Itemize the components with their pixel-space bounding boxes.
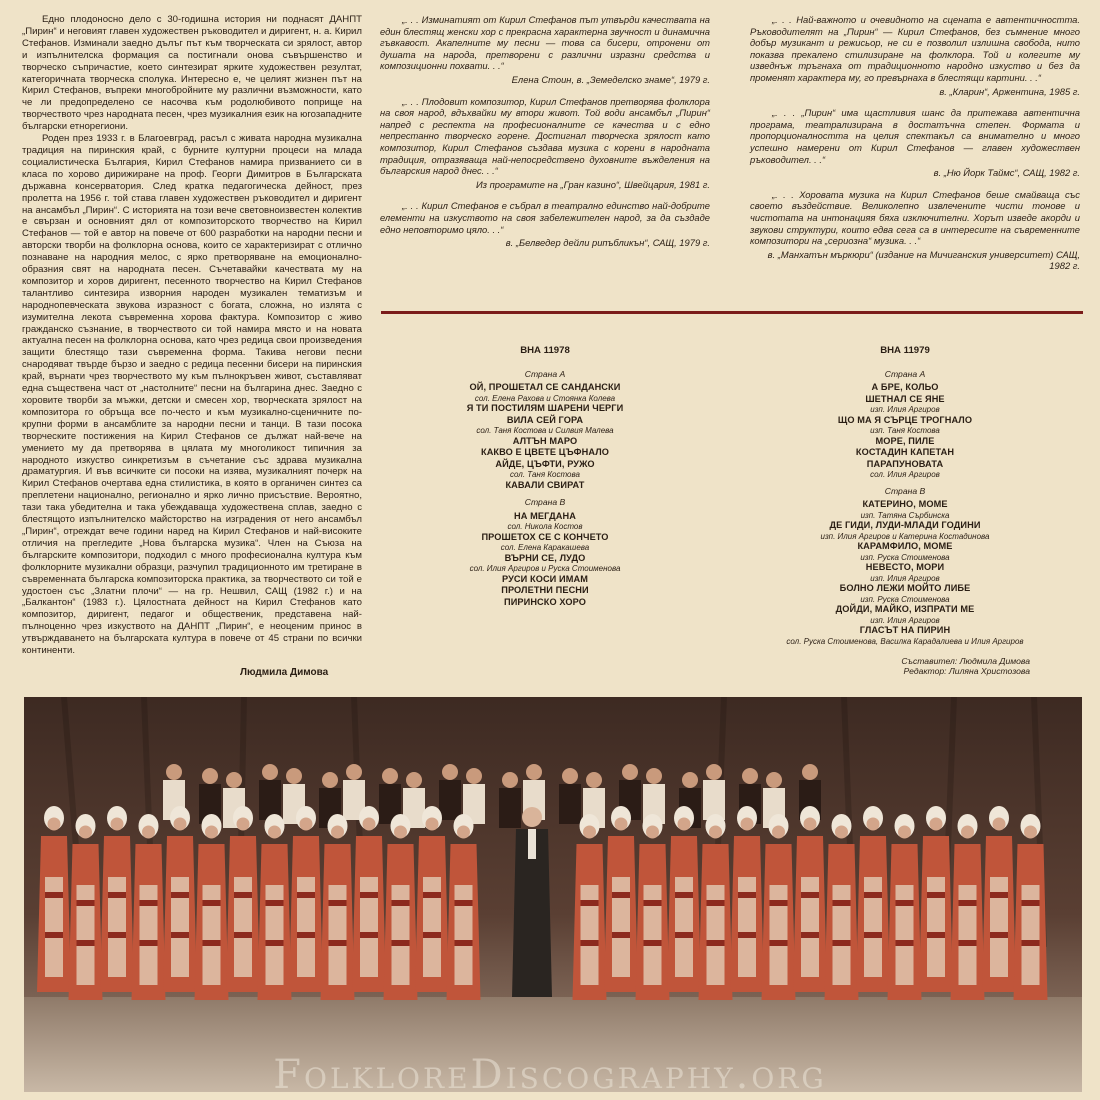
track-title: КАТЕРИНО, МОМЕ	[862, 499, 948, 509]
apron-band	[329, 940, 347, 946]
track-credit: изп. Таня Костова	[870, 426, 940, 435]
singer-head	[286, 768, 302, 784]
apron-band	[140, 900, 158, 906]
track-title: КАВАЛИ СВИРАТ	[505, 479, 585, 490]
quote-text: „. . . Кирил Стефанов е събрал в театрално единство най-добрите елементи на изкуството на своя забележителен народ, за да създаде едно неповторимо цяло. . .“	[380, 200, 710, 235]
side-label: Страна В	[884, 485, 926, 496]
track-item	[395, 403, 695, 415]
apron-band	[77, 940, 95, 946]
singer-head	[526, 764, 542, 780]
ensemble-photo-illustration	[24, 697, 1082, 1092]
singer-head	[772, 826, 785, 839]
quote-text: „. . . Плодовит композитор, Кирил Стефанов претворява фолклора на своя народ, вдъхвайки му втори живот. Той води ансамбъл „Пирин“ напред с респекта на професионалните се качества и с едно непрестанно творческо горене. Достигнал творческа зрялост като композитор, Кирил Стефанов създава музика с корени в народната традиция, отразяваща най-непосредствено духовните въжделения на българския народ днес. . .“	[380, 95, 710, 177]
singer-head	[646, 768, 662, 784]
track-credit: сол. Никола Костов	[507, 522, 583, 531]
singer-head	[48, 818, 61, 831]
essay-signature: Людмила Димова	[240, 667, 329, 678]
catalog-number: ВНА 11979	[880, 345, 930, 356]
apron-band	[612, 932, 630, 938]
apron-band	[297, 892, 315, 898]
track-item	[755, 604, 1055, 625]
track-item	[755, 447, 1055, 459]
quote-text: „. . . Изминатият от Кирил Стефанов път утвърди качествата на един блестящ женски хор с прекрасна характерна звучност и динамична гъвкавост. Акапелните му песни — това са бисери, отронени от душата на народа, претворени с различни изразни средства и композиционни похвати. . .“	[380, 14, 710, 72]
press-quote	[380, 200, 710, 248]
apron-band	[990, 892, 1008, 898]
quote-text: „. . . Хоровата музика на Кирил Стефанов беше смайваща със своето въздействие. Великолепно извлечените чисти тонове и чистотата на интонацияя бяха изключителни. Хорът изведе акорди и звукови структури, които едва сега са в интересите на съвременните композитори на „сериозна“ музика. . .“	[750, 188, 1080, 247]
apron-band	[45, 932, 63, 938]
singer-head	[804, 818, 817, 831]
press-quote	[380, 96, 710, 191]
track-item	[755, 625, 1055, 646]
singer-head	[268, 826, 281, 839]
press-quotes-right	[750, 14, 1080, 282]
singer-head	[382, 768, 398, 784]
apron-band	[423, 892, 441, 898]
singer-head	[802, 764, 818, 780]
apron-band	[455, 940, 473, 946]
apron-band	[392, 900, 410, 906]
side-b-tracks	[755, 499, 1055, 646]
track-title: ДЕ ГИДИ, ЛУДИ-МЛАДИ ГОДИНИ	[829, 520, 981, 530]
apron-band	[140, 940, 158, 946]
singer-head	[993, 818, 1006, 831]
track-item	[755, 382, 1055, 394]
track-credit: сол. Илия Аргиров	[870, 470, 940, 479]
divider-rule	[381, 311, 1083, 314]
apron-band	[203, 900, 221, 906]
track-title: НЕВЕСТО, МОРИ	[865, 562, 945, 572]
apron-band	[77, 900, 95, 906]
apron-band	[266, 900, 284, 906]
track-item	[395, 532, 695, 553]
track-title: ПРОЛЕТНИ ПЕСНИ	[501, 585, 589, 595]
singer-head	[205, 826, 218, 839]
singer-head	[466, 768, 482, 784]
singer-head	[898, 826, 911, 839]
singer-head	[709, 826, 722, 839]
track-item	[395, 574, 695, 586]
singer-head	[766, 772, 782, 788]
track-item	[755, 459, 1055, 480]
singer-head	[615, 818, 628, 831]
apron-band	[108, 932, 126, 938]
singer-body	[499, 788, 521, 828]
singer-head	[142, 826, 155, 839]
track-item	[395, 585, 695, 597]
apron-band	[896, 900, 914, 906]
singer-body	[559, 784, 581, 824]
track-item	[755, 436, 1055, 448]
singer-head	[706, 764, 722, 780]
track-title: АЙДЕ, ЦЪФТИ, РУЖО	[495, 458, 595, 469]
apron-band	[990, 932, 1008, 938]
side-a-tracks	[755, 382, 1055, 480]
track-title: ДОЙДИ, МАЙКО, ИЗПРАТИ МЕ	[835, 604, 975, 614]
track-title: ПИРИНСКО ХОРО	[503, 596, 586, 607]
track-title: ВИЛА СЕЙ ГОРА	[506, 414, 584, 425]
press-quote	[750, 107, 1080, 179]
track-credit: сол. Таня Костова	[510, 470, 580, 479]
singer-head	[741, 818, 754, 831]
apron-band	[959, 900, 977, 906]
singer-head	[202, 768, 218, 784]
apron-band	[266, 940, 284, 946]
track-title: А БРЕ, КОЛЬО	[871, 382, 939, 392]
apron-band	[864, 932, 882, 938]
apron-band	[927, 892, 945, 898]
quote-source: в. „Белведер дейли рипъбликън“, САЩ, 1979 г.	[505, 237, 710, 249]
singer-head	[678, 818, 691, 831]
track-credit: сол. Руска Стоименова, Василка Карадалиева и Илия Аргиров	[786, 636, 1024, 646]
quote-source: в. „Ню Йорк Таймс“, САЩ, 1982 г.	[933, 167, 1080, 179]
track-title: ЩО МА Я СЪРЦЕ ТРОГНАЛО	[837, 414, 973, 425]
apron-band	[108, 892, 126, 898]
track-item	[395, 459, 695, 480]
apron-band	[833, 940, 851, 946]
press-quotes-middle	[380, 14, 710, 259]
singer-head	[79, 826, 92, 839]
singer-head	[331, 826, 344, 839]
apron-band	[423, 932, 441, 938]
track-title: КАРАМФИЛО, МОМЕ	[857, 541, 953, 551]
singer-head	[300, 818, 313, 831]
singer-head	[394, 826, 407, 839]
singer-head	[426, 818, 439, 831]
apron-band	[959, 940, 977, 946]
singer-head	[322, 772, 338, 788]
track-credit: изп. Илия Аргиров	[870, 573, 940, 583]
apron-band	[234, 932, 252, 938]
singer-head	[835, 826, 848, 839]
apron-band	[203, 940, 221, 946]
apron-band	[927, 932, 945, 938]
essay-paragraph-1: Едно плодоносно дело с 30-годишна история ни поднасят ДАНПТ „Пирин“ и неговият главен художествен ръководител и диригент, н. а. Кирил Стефанов. Изминали заедно дълъг път към творческата си зрялост, автор и изпълнителска формация са постигнали онова съвършенство и творческо съпричастие, което синтезират ярките художествен резултат, категоричната творческа сполука. Интересно е, че целият жизнен път на Кирил Стефанов, въпреки многобройните му различни възможности, като че ли предопределено се насочва към родолюбивото поприще на творчеството чрез народната песен, чрез музикалния език на югозападните български етнорегиони.	[22, 14, 362, 133]
track-item	[395, 447, 695, 459]
apron-band	[644, 900, 662, 906]
apron-band	[297, 932, 315, 938]
track-credit: изп. Илия Аргиров	[870, 405, 940, 414]
track-item	[755, 394, 1055, 415]
apron-band	[864, 892, 882, 898]
singer-head	[166, 764, 182, 780]
apron-band	[171, 892, 189, 898]
singer-head	[930, 818, 943, 831]
ensemble-photo	[24, 697, 1082, 1092]
track-item	[395, 597, 695, 609]
singer-body	[439, 780, 461, 820]
track-credit: изп. Илия Аргиров	[870, 615, 940, 625]
essay-paragraph-2: Роден през 1933 г. в Благоевград, расъл с живата народна музикална традиция на пиринския край, с бурните културни процеси на млада социалистическа България, Кирил Стефанов намира призванието си в класа по хорово дирижиране на проф. Георги Димитров в Българската държавна консерватория. След кратка педагогическа дейност, през пролетта на 1956 г. той става главен художествен ръководител и диригент на ансамбъл „Пирин“. С историята на този вече световноизвестен колектив е свързан и основният дял от композиторското творчество на Кирил Стефанов — той е автор на повече от 600 разработки на народни песни и авторски творби на фолклорна основа, които се характеризират с отлично познаване на народния мелос, с ярко претворяване на емоционално-образния свят на народната песен. Съчетавайки качествата му на композитор и хоров диригент, песенното творчество на Кирил Стефанов талантливо синтезира изворния народен музикален тематизъм и народнопевческата звукова изразност с богата, сложна, но излята с изумителна лекота съвременна хорова фактура. Композитор с живо гражданско съзнание, в творчеството си той намира място и на новата актуална песен на фолклорна основа, като чрез редица свои произведения защити блестящо тази съвременна форма. Такива негови песни снародяват твърде бързо и заедно с редица песенни бисери на пиринския край, върнати чрез творчеството му към пълнокръвен живот, съставляват една съществена част от „настолните“ песни на българина днес. Заедно с хоровите творби за мъжки, детски и смесен хор, творческата зрялост на композитора го обръща все по-често и към музикално-сценичните по-крупни форми в ансамблите за народни песни и танци. В тази посока творческите постижения на Кирил Стефанов се дължат най-вече на умението му да претворява в цялата му многоликост типичния за народното изкуство синкретизъм в съчетание със здрава музикална драматургия. И във всичките си посоки на изява, музикалният почерк на Кирил Стефанов очертава една стилистика, в която в органичен синтез са преплетени национално, регионално и ярко лично присъствие. Вероятно, тази така убедителна и така убеждаваща художествена сплав, заедно с блестящото изпълнителско майсторство на изградения от него ансамбъл „Пирин“, отреждат вече години наред на Кирил Стефанов и най-високите отличия на прегледите „Нова българска музика“. Член на Съюза на българските композитори, подходил с много професионална култура към фолклорните музикални образци, разчупил традиционното им третиране в съвременната българска композиторска практика, за творчеството си той е удостоен със „Златни плочи“ — на гр. Нешвил, САЩ (1982 г.) и на „Балкантон“ (1983 г.). Цялостната дейност на Кирил Стефанов като композитор, диригент, педагог и общественик, представена най-пълноценно чрез изкуството на ДАНПТ „Пирин“, е неоценим принос в утвърждаването на българската култура в повече от 45 страни по всички континенти.	[22, 133, 362, 657]
singer-head	[237, 818, 250, 831]
album-credits	[755, 656, 1055, 676]
quote-source: Елена Стоин, в. „Земеделско знаме“, 1979 г.	[511, 73, 710, 85]
side-label: Страна А	[884, 368, 926, 379]
track-title: КАКВО Е ЦВЕТЕ ЦЪФНАЛО	[480, 447, 610, 457]
singer-head	[562, 768, 578, 784]
track-title: Я ТИ ПОСТИЛЯМ ШАРЕНИ ЧЕРГИ	[466, 403, 624, 413]
singer-head	[457, 826, 470, 839]
singer-head	[682, 772, 698, 788]
apron-band	[675, 932, 693, 938]
singer-head	[442, 764, 458, 780]
singer-head	[622, 764, 638, 780]
apron-band	[707, 940, 725, 946]
track-title: НА МЕГДАНА	[513, 510, 577, 521]
apron-band	[581, 940, 599, 946]
apron-band	[770, 940, 788, 946]
track-credit: сол. Таня Костова и Силвия Малева	[476, 426, 614, 435]
catalog-number: ВНА 11978	[520, 345, 570, 356]
apron-band	[801, 892, 819, 898]
quote-source: Из програмите на „Гран казино“, Швейцария, 1981 г.	[475, 178, 710, 190]
apron-band	[833, 900, 851, 906]
apron-band	[675, 892, 693, 898]
track-credit: сол. Илия Аргиров и Руска Стоименова	[469, 564, 621, 573]
singer-head	[646, 826, 659, 839]
track-item	[395, 436, 695, 448]
singer-head	[262, 764, 278, 780]
track-item	[755, 415, 1055, 436]
apron-band	[171, 932, 189, 938]
quote-text: „. . . Най-важното и очевидното на сцената е автентичността. Ръководителят на „Пирин“ — Кирил Стефанов, без съмнение много добър музикант и режисьор, не си е позволил излишна свобода, нито показва прекалено стилизиране на фолклора. Той и колегите му изведнъж тръгнаха от традиционното народно изкуство и без да променят характера му, го превърнаха в блестящи картини. . .“	[750, 14, 1080, 83]
track-credit: сол. Елена Каракашева	[500, 543, 590, 552]
press-quote	[380, 14, 710, 86]
track-credit: изп. Илия Аргиров и Катерина Костадинова	[820, 531, 990, 541]
track-title: ВЪРНИ СЕ, ЛУДО	[504, 552, 586, 563]
track-title: ГЛАСЪТ НА ПИРИН	[859, 625, 951, 635]
apron-band	[1022, 940, 1040, 946]
track-item	[755, 583, 1055, 604]
track-item	[755, 541, 1055, 562]
conductor-shirt	[528, 829, 536, 859]
compiler-credit: Съставител: Людмила Димова	[901, 656, 1030, 666]
singer-head	[1024, 826, 1037, 839]
apron-band	[45, 892, 63, 898]
singer-body	[703, 780, 725, 820]
track-item	[755, 499, 1055, 520]
track-title: ШЕТНАЛ СЕ ЯНЕ	[865, 393, 945, 404]
apron-band	[801, 932, 819, 938]
press-quote	[750, 189, 1080, 272]
apron-band	[581, 900, 599, 906]
apron-band	[644, 940, 662, 946]
singer-head	[867, 818, 880, 831]
apron-band	[896, 940, 914, 946]
press-quote	[750, 14, 1080, 97]
track-title: КОСТАДИН КАПЕТАН	[855, 447, 955, 457]
side-a-tracks	[395, 382, 695, 491]
track-title: ПРОШЕТОХ СЕ С КОНЧЕТО	[481, 531, 609, 542]
track-item	[395, 382, 695, 403]
singer-head	[226, 772, 242, 788]
track-item	[755, 520, 1055, 541]
editor-credit: Редактор: Лиляна Христозова	[903, 666, 1030, 676]
track-title: АЛТЪН МАРО	[512, 435, 578, 446]
apron-band	[234, 892, 252, 898]
apron-band	[455, 900, 473, 906]
track-title: МОРЕ, ПИЛЕ	[875, 435, 935, 446]
track-title: РУСИ КОСИ ИМАМ	[501, 573, 588, 584]
apron-band	[329, 900, 347, 906]
apron-band	[360, 932, 378, 938]
track-item	[395, 415, 695, 436]
track-title: ОЙ, ПРОШЕТАЛ СЕ САНДАНСКИ	[469, 382, 621, 392]
track-item	[395, 480, 695, 492]
track-credit: сол. Елена Рахова и Стоянка Колева	[474, 393, 616, 403]
singer-head	[583, 826, 596, 839]
watermark: FolkloreDiscography.org	[273, 1052, 827, 1098]
quote-source: в. „Манхатън мъркюри“ (издание на Мичиганския университет) САЩ, 1982 г.	[767, 248, 1080, 272]
quote-text: „. . . „Пирин“ има щастливия шанс да притежава автентична програма, театрализирана в достатъчна степен. Формата и пропорционалността на целия спектакъл са внимателно и много успешно намерени от Кирил Стефанов — главен художествен ръководител. . .“	[750, 107, 1080, 165]
track-title: БОЛНО ЛЕЖИ МОЙТО ЛИБЕ	[839, 583, 971, 593]
singer-head	[111, 818, 124, 831]
singer-head	[346, 764, 362, 780]
track-credit: изп. Руска Стоименова	[860, 552, 950, 562]
track-title: ПАРАПУНОВАТА	[866, 458, 944, 469]
tracklist-vna-11979	[755, 345, 1055, 676]
side-b-tracks	[395, 511, 695, 609]
apron-band	[612, 892, 630, 898]
essay-column	[22, 14, 362, 657]
singer-head	[174, 818, 187, 831]
singer-body	[259, 780, 281, 820]
track-item	[395, 553, 695, 574]
apron-band	[770, 900, 788, 906]
conductor-head	[522, 807, 542, 827]
singer-head	[961, 826, 974, 839]
track-item	[395, 511, 695, 532]
apron-band	[360, 892, 378, 898]
singer-head	[406, 772, 422, 788]
singer-head	[742, 768, 758, 784]
apron-band	[738, 932, 756, 938]
track-item	[755, 562, 1055, 583]
singer-head	[502, 772, 518, 788]
singer-head	[363, 818, 376, 831]
quote-source: в. „Кларин“, Аржентина, 1985 г.	[939, 85, 1080, 97]
tracklist-vna-11978	[395, 345, 695, 608]
track-credit: изп. Татяна Сърбинска	[860, 510, 950, 520]
apron-band	[738, 892, 756, 898]
track-credit: изп. Руска Стоименова	[860, 594, 950, 604]
apron-band	[707, 900, 725, 906]
apron-band	[392, 940, 410, 946]
side-label: Страна В	[524, 497, 566, 507]
side-label: Страна А	[524, 368, 566, 379]
apron-band	[1022, 900, 1040, 906]
singer-head	[586, 772, 602, 788]
